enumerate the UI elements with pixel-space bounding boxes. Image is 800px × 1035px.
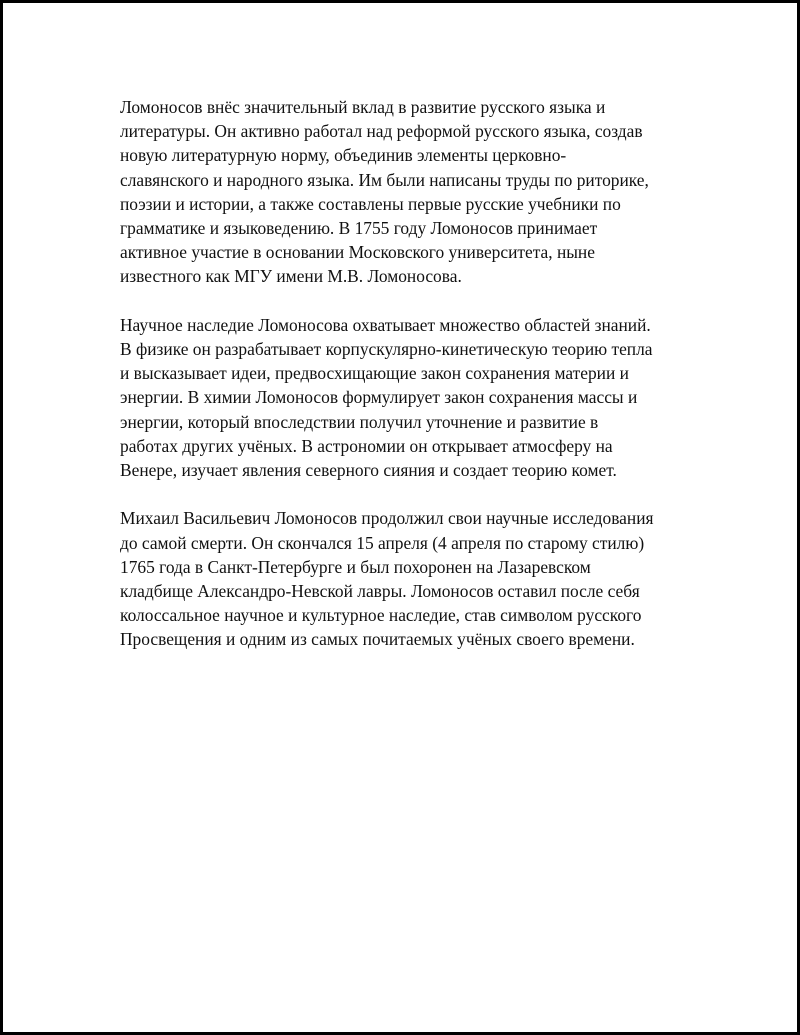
paragraph-line: энергии, который впоследствии получил уточнение и развитие в <box>120 411 599 432</box>
paragraph-1 <box>120 95 720 289</box>
paragraph-line: известного как МГУ имени М.В. Ломоносова. <box>120 266 462 287</box>
paragraph-line: до самой смерти. Он скончался 15 апреля (4 апреля по старому стилю) <box>120 532 645 553</box>
paragraph-line: и высказывает идеи, предвосхищающие закон сохранения материи и <box>120 363 629 384</box>
paragraph-line: литературы. Он активно работал над реформой русского языка, создав <box>120 121 643 142</box>
paragraph-line: Михаил Васильевич Ломоносов продолжил свои научные исследования <box>120 508 654 529</box>
paragraph-line: кладбище Александро-Невской лавры. Ломоносов оставил после себя <box>120 581 640 602</box>
paragraph-line: 1765 года в Санкт-Петербурге и был похоронен на Лазаревском <box>120 556 591 577</box>
paragraph-line: Научное наследие Ломоносова охватывает множество областей знаний. <box>120 314 651 335</box>
paragraph-line: новую литературную норму, объединив элементы церковно- <box>120 145 567 166</box>
paragraph-line: работах других учёных. В астрономии он открывает атмосферу на <box>120 435 613 456</box>
paragraph-line: поэзии и истории, а также составлены первые русские учебники по <box>120 193 621 214</box>
paragraph-line: В физике он разрабатывает корпускулярно-кинетическую теорию тепла <box>120 339 653 360</box>
paragraph-line: грамматике и языковедению. В 1755 году Ломоносов принимает <box>120 218 598 239</box>
paragraph-2 <box>120 313 720 482</box>
paragraph-line: энергии. В химии Ломоносов формулирует закон сохранения массы и <box>120 387 638 408</box>
paragraph-line: Просвещения и одним из самых почитаемых учёных своего времени. <box>120 629 635 650</box>
paragraph-line: Венере, изучает явления северного сияния и создает теорию комет. <box>120 460 617 481</box>
document-body <box>120 95 720 676</box>
paragraph-3 <box>120 506 720 651</box>
paragraph-line: колоссальное научное и культурное наследие, став символом русского <box>120 605 642 626</box>
paragraph-line: Ломоносов внёс значительный вклад в развитие русского языка и <box>120 97 606 117</box>
paragraph-line: славянского и народного языка. Им были написаны труды по риторике, <box>120 169 649 190</box>
paragraph-line: активное участие в основании Московского университета, ныне <box>120 242 595 263</box>
